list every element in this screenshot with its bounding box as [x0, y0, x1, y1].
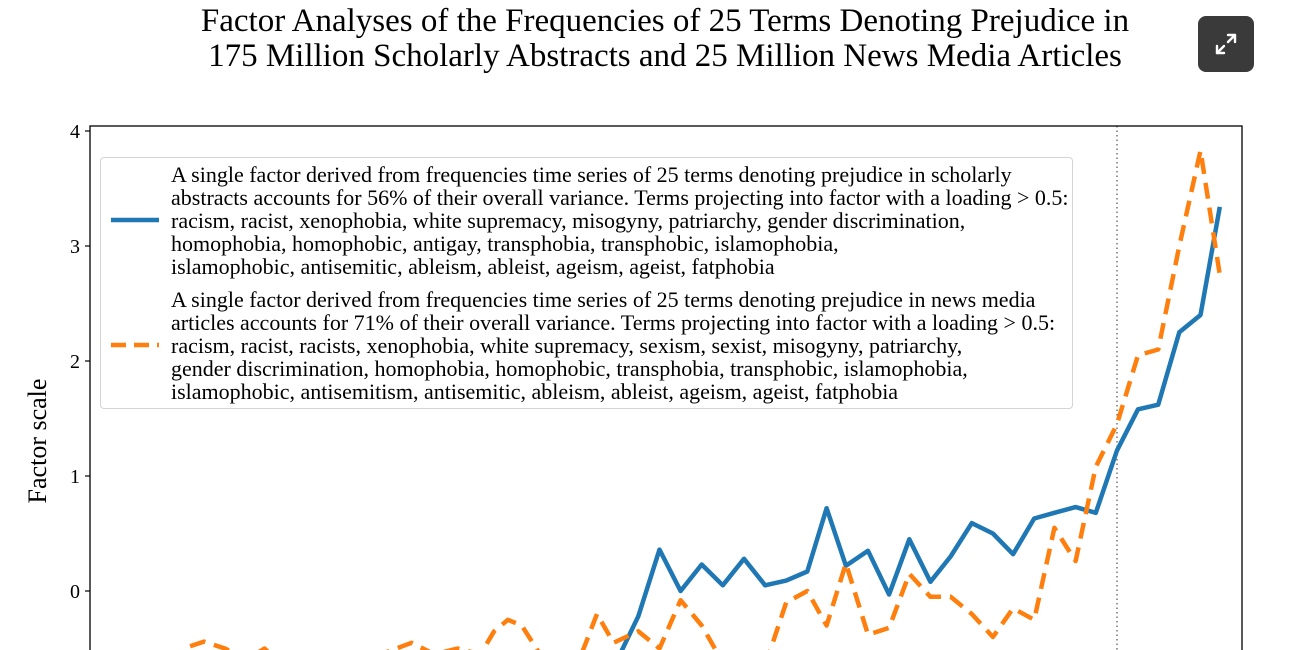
legend-line: racism, racist, xenophobia, white supremacy, misogyny, patriarchy, gender discrimination, [171, 208, 966, 233]
y-tick-label: 4 [70, 121, 80, 143]
legend-line: racism, racist, racists, xenophobia, white supremacy, sexism, sexist, misogyny, patriarchy, [171, 333, 963, 358]
y-tick-label: 3 [70, 236, 80, 258]
y-tick-label: 1 [70, 466, 80, 488]
legend-line: A single factor derived from frequencies time series of 25 terms denoting prejudice in scholarly [171, 162, 1012, 187]
legend-line: islamophobic, antisemitism, antisemitic, ableism, ableist, ageism, ageist, fatphobia [171, 379, 899, 404]
y-axis [70, 121, 90, 603]
chart-title-line-1: Factor Analyses of the Frequencies of 25 Terms Denoting Prejudice in [200, 3, 1130, 39]
legend-text-news [171, 288, 1071, 403]
legend-line: gender discrimination, homophobia, homophobic, transphobia, transphobic, islamophobia, [171, 356, 968, 381]
legend-swatch-solid [109, 215, 161, 225]
legend-line: A single factor derived from frequencies time series of 25 terms denoting prejudice in news media [171, 287, 1036, 312]
y-tick-label: 2 [70, 351, 80, 373]
legend-swatch-dashed [109, 340, 161, 350]
legend-entry-scholarly [101, 158, 1072, 286]
legend-text-scholarly [171, 163, 1071, 278]
legend-entry-news [101, 286, 1072, 410]
legend-line: islamophobic, antisemitic, ableism, ableist, ageism, ageist, fatphobia [171, 254, 775, 279]
legend-line: homophobia, homophobic, antigay, transphobia, transphobic, islamophobia, [171, 231, 839, 256]
chart-title-line-2: 175 Million Scholarly Abstracts and 25 Million News Media Articles [208, 38, 1122, 74]
legend [100, 157, 1073, 409]
y-tick-label: 0 [70, 581, 80, 603]
legend-line: articles accounts for 71% of their overall variance. Terms projecting into factor with a loading > 0.5: [171, 310, 1056, 335]
legend-line: abstracts accounts for 56% of their overall variance. Terms projecting into factor with a loading > 0.5: [171, 185, 1069, 210]
y-axis-label: Factor scale [23, 378, 52, 504]
